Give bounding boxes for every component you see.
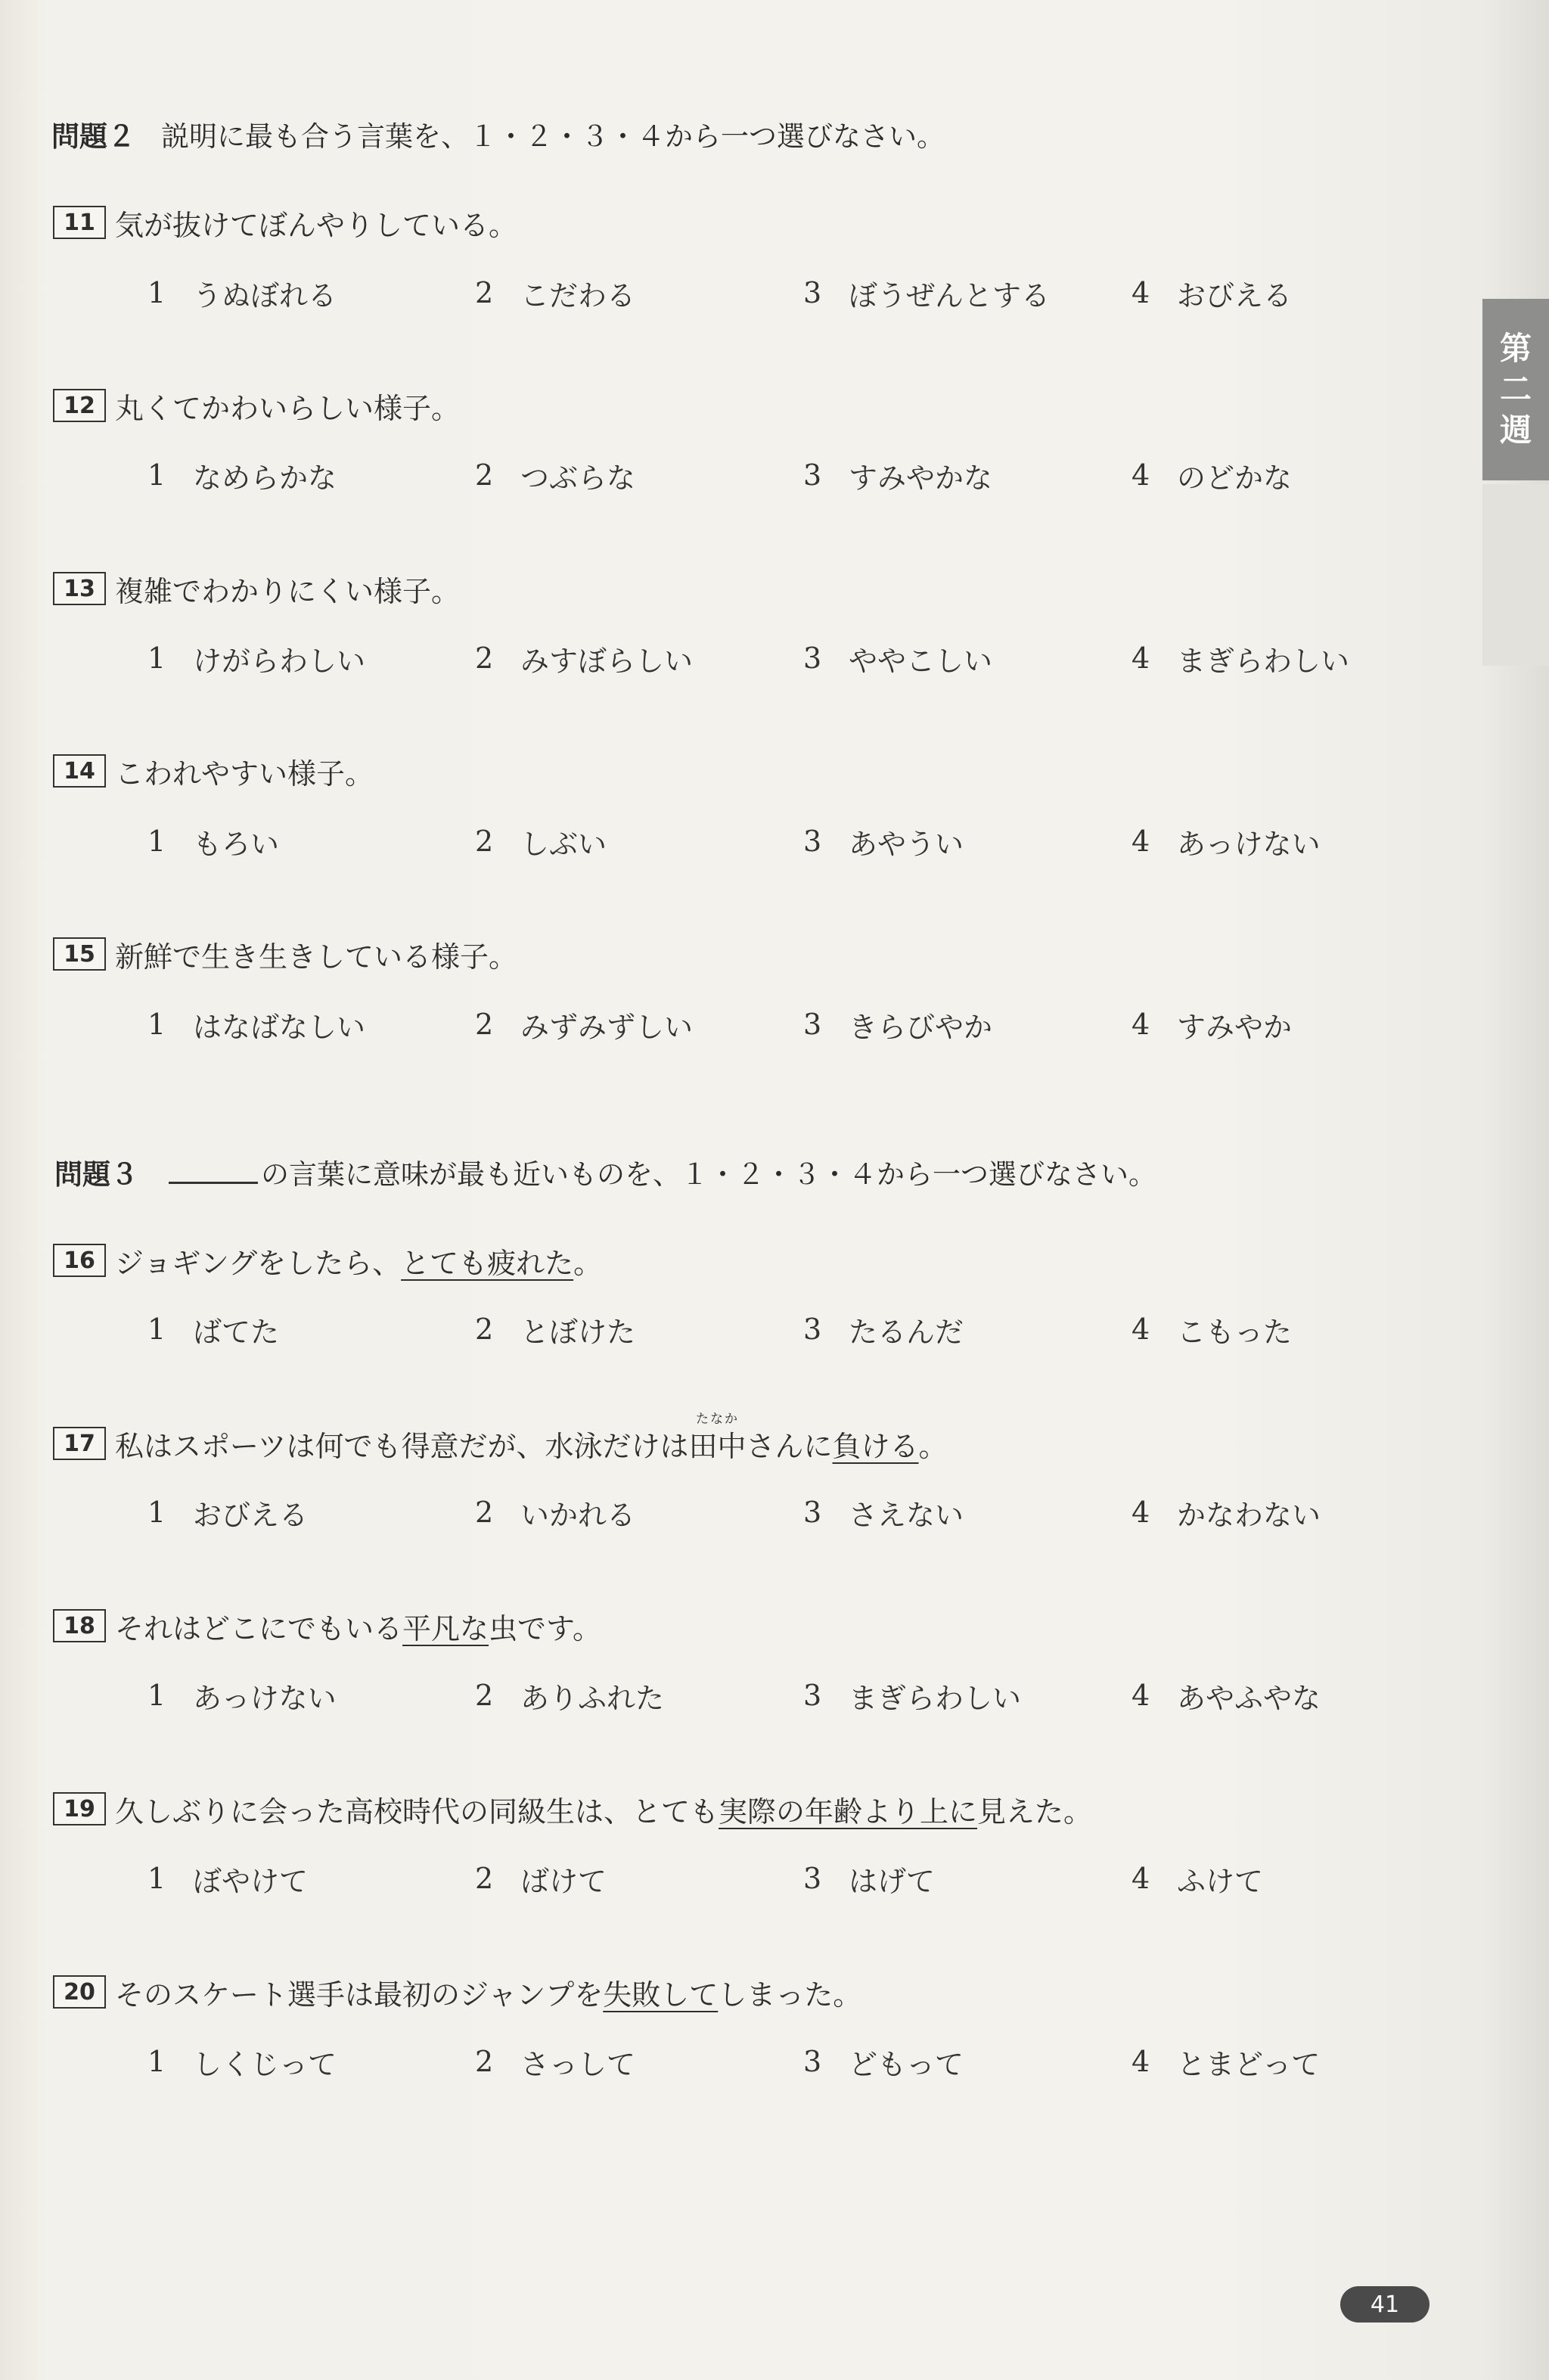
options-18 (0, 1676, 1549, 1714)
question-number: 19 (53, 1792, 106, 1825)
question-text-post: 見えた。 (977, 1794, 1093, 1828)
options-13 (0, 639, 1549, 677)
mondai2-heading (51, 113, 945, 154)
question-number: 12 (53, 389, 106, 422)
option-3[interactable]: 3 どもって (803, 2045, 964, 2081)
option-4[interactable]: 4 とまどって (1131, 2045, 1321, 2081)
underlined-phrase: 失敗して (603, 1978, 719, 2012)
blank-underline (169, 1159, 258, 1184)
options-12 (0, 456, 1549, 494)
option-2[interactable]: 2 さっして (475, 2045, 636, 2081)
option-3[interactable]: 3 さえない (803, 1496, 964, 1532)
option-1[interactable]: 1 けがらわしい (147, 642, 366, 678)
underlined-phrase: 実際の年齢より上に (719, 1794, 978, 1828)
underlined-phrase: とても疲れた (401, 1246, 574, 1280)
option-3[interactable]: 3 あやうい (803, 825, 964, 861)
option-1[interactable]: 1 ぼやけて (147, 1862, 309, 1898)
option-4[interactable]: 4 のどかな (1131, 458, 1293, 495)
question-20 (53, 1974, 861, 2010)
option-3[interactable]: 3 ぼうぜんとする (803, 276, 1051, 312)
mondai2-instruction: 説明に最も合う言葉を、１・２・３・４から一つ選びなさい。 (161, 120, 945, 153)
option-2[interactable]: 2 みすぼらしい (475, 642, 694, 678)
question-text-pre: 私はスポーツは何でも得意だが、水泳だけは (115, 1429, 689, 1463)
options-20 (0, 2043, 1549, 2080)
question-text-post: しまった。 (718, 1978, 862, 2012)
option-1[interactable]: 1 うぬぼれる (147, 276, 337, 312)
option-1[interactable]: 1 あっけない (147, 1679, 337, 1715)
question-19 (53, 1791, 1092, 1827)
tab-char: 週 (1499, 412, 1532, 449)
question-text: 丸くてかわいらしい様子。 (115, 391, 461, 425)
option-3[interactable]: 3 きらびやか (803, 1008, 993, 1044)
options-17 (0, 1493, 1549, 1531)
option-2[interactable]: 2 ばけて (475, 1862, 607, 1898)
option-3[interactable]: 3 たるんだ (803, 1313, 964, 1349)
question-12 (53, 387, 460, 424)
option-4[interactable]: 4 ふけて (1131, 1862, 1264, 1898)
option-1[interactable]: 1 はなばなしい (147, 1008, 366, 1044)
question-text-post: 。 (918, 1429, 948, 1463)
underlined-phrase: 平凡な (402, 1611, 489, 1645)
option-2[interactable]: 2 こだわる (475, 276, 636, 312)
question-number: 18 (53, 1609, 106, 1642)
option-3[interactable]: 3 はげて (803, 1862, 936, 1898)
options-11 (0, 274, 1549, 312)
question-text-pre: ジョギングをしたら、 (115, 1246, 402, 1280)
option-2[interactable]: 2 ありふれた (475, 1679, 665, 1715)
option-4[interactable]: 4 かなわない (1131, 1496, 1321, 1532)
option-3[interactable]: 3 すみやかな (803, 458, 993, 495)
options-19 (0, 1860, 1549, 1897)
question-text: 複雑でわかりにくい様子。 (115, 574, 461, 608)
question-text-pre: それはどこにでもいる (115, 1611, 403, 1645)
option-1[interactable]: 1 もろい (147, 825, 280, 861)
question-text-pre: そのスケート選手は最初のジャンプを (115, 1978, 604, 2012)
option-3[interactable]: 3 まぎらわしい (803, 1679, 1022, 1715)
options-14 (0, 822, 1549, 860)
mondai3-label: 問題３ (54, 1158, 138, 1191)
option-2[interactable]: 2 とぼけた (475, 1313, 636, 1349)
week-side-tab (1482, 299, 1549, 480)
furigana-reading: たなか (695, 1411, 739, 1427)
option-4[interactable]: 4 あやふやな (1131, 1679, 1321, 1715)
mondai3-instruction: の言葉に意味が最も近いものを、１・２・３・４から一つ選びなさい。 (261, 1158, 1156, 1191)
furigana-base: 田中 (688, 1429, 747, 1463)
question-number: 15 (53, 937, 106, 971)
furigana-word (688, 1411, 747, 1465)
mondai2-label: 問題２ (51, 120, 135, 153)
mondai3-heading (54, 1151, 1156, 1192)
question-text: 新鮮で生き生きしている様子。 (115, 940, 518, 974)
question-15 (53, 936, 517, 972)
question-number: 13 (53, 572, 106, 605)
question-14 (53, 753, 374, 789)
question-11 (53, 204, 517, 241)
question-number: 17 (53, 1427, 106, 1460)
question-17 (53, 1411, 948, 1463)
question-text-mid: さんに (746, 1429, 833, 1463)
option-1[interactable]: 1 なめらかな (147, 458, 337, 495)
question-text: こわれやすい様子。 (115, 757, 374, 791)
option-1[interactable]: 1 しくじって (147, 2045, 337, 2081)
option-4[interactable]: 4 まぎらわしい (1131, 642, 1350, 678)
option-3[interactable]: 3 ややこしい (803, 642, 993, 678)
question-number: 14 (53, 754, 106, 788)
options-15 (0, 1005, 1549, 1043)
question-number: 11 (53, 206, 106, 239)
option-2[interactable]: 2 しぶい (475, 825, 607, 861)
question-text-post: 虫です。 (489, 1611, 601, 1645)
tab-shade-strip (1482, 484, 1549, 666)
page-number: 41 (1340, 2286, 1429, 2323)
question-13 (53, 570, 460, 607)
question-16 (53, 1242, 602, 1279)
question-number: 16 (53, 1244, 106, 1277)
option-4[interactable]: 4 すみやか (1131, 1008, 1293, 1044)
option-1[interactable]: 1 ばてた (147, 1313, 280, 1349)
options-16 (0, 1310, 1549, 1348)
option-2[interactable]: 2 つぶらな (475, 458, 636, 495)
tab-char: 二 (1499, 371, 1532, 408)
option-4[interactable]: 4 おびえる (1131, 276, 1293, 312)
option-4[interactable]: 4 あっけない (1131, 825, 1321, 861)
underlined-phrase: 負ける (832, 1429, 919, 1463)
option-2[interactable]: 2 みずみずしい (475, 1008, 694, 1044)
option-1[interactable]: 1 おびえる (147, 1496, 309, 1532)
option-4[interactable]: 4 こもった (1131, 1313, 1293, 1349)
question-text-pre: 久しぶりに会った高校時代の同級生は、とても (115, 1794, 719, 1828)
tab-char: 第 (1499, 330, 1532, 367)
question-18 (53, 1608, 601, 1644)
question-number: 20 (53, 1975, 106, 2009)
question-text-post: 。 (573, 1246, 603, 1280)
option-2[interactable]: 2 いかれる (475, 1496, 636, 1532)
question-text: 気が抜けてぼんやりしている。 (115, 208, 518, 242)
